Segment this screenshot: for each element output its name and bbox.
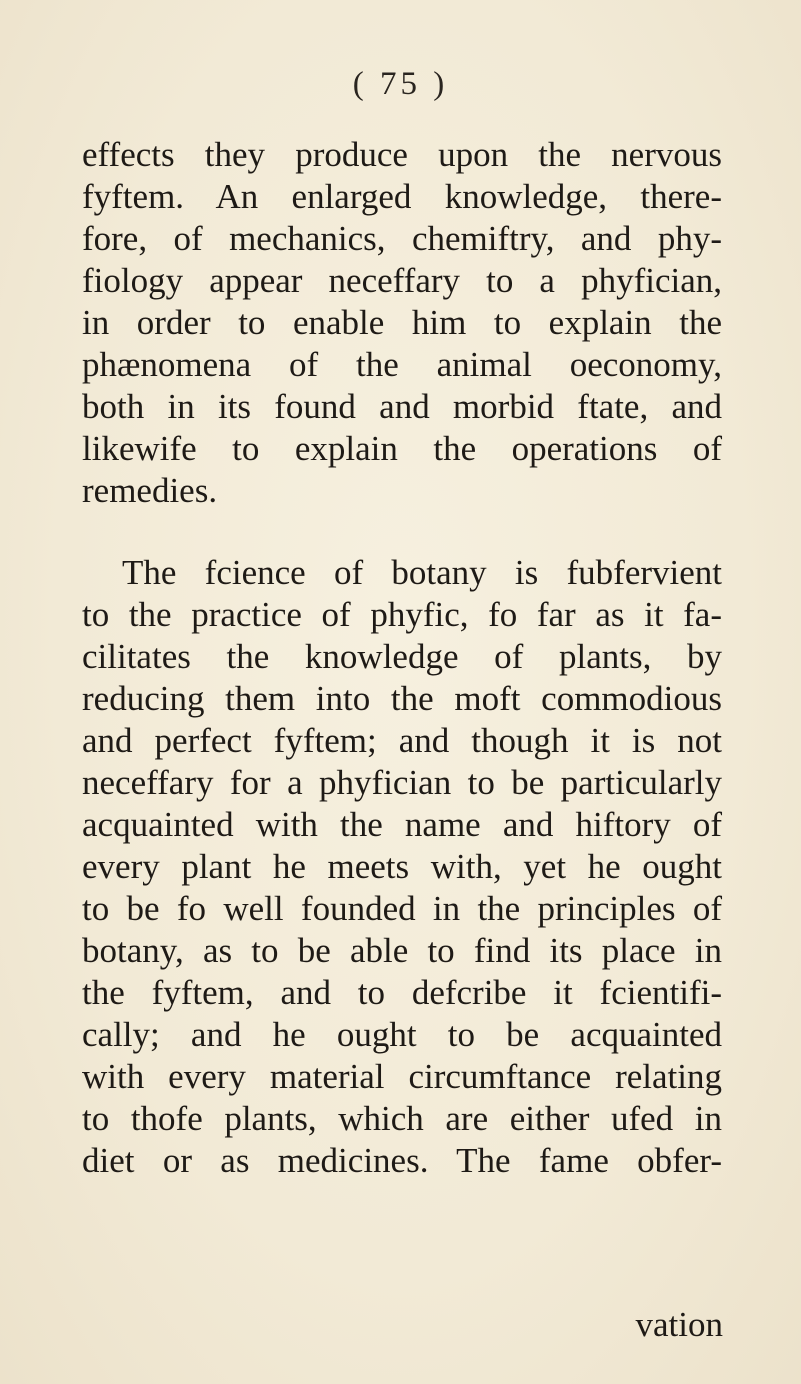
- text-line: diet or as medicines. The fame obfer-: [82, 1141, 722, 1180]
- paragraph-2: [82, 552, 722, 1182]
- text-line: effects they produce upon the nervous: [82, 135, 722, 174]
- paragraph-1: [82, 134, 722, 512]
- text-line: fyftem. An enlarged knowledge, there-: [82, 177, 722, 216]
- catchword: vation: [635, 1305, 723, 1344]
- text-line: phænomena of the animal oeconomy,: [82, 345, 722, 384]
- text-line: remedies.: [82, 471, 218, 510]
- text-line: to thofe plants, which are either ufed in: [82, 1099, 722, 1138]
- text-line: and perfect fyftem; and though it is not: [82, 721, 722, 760]
- page-number: ( 75 ): [352, 66, 449, 102]
- text-line: fiology appear neceffary to a phyfician,: [82, 261, 722, 300]
- text-line: botany, as to be able to find its place in: [82, 931, 722, 970]
- text-line: the fyftem, and to defcribe it fcientifi-: [82, 973, 722, 1012]
- text-line: fore, of mechanics, chemiftry, and phy-: [82, 219, 722, 258]
- text-line: The fcience of botany is fubfervient: [122, 553, 722, 592]
- text-line: likewife to explain the operations of: [82, 429, 722, 468]
- text-line: to the practice of phyfic, fo far as it fa-: [82, 595, 722, 634]
- text-line: to be fo well founded in the principles of: [82, 889, 722, 928]
- text-line: acquainted with the name and hiftory of: [82, 805, 722, 844]
- text-line: every plant he meets with, yet he ought: [82, 847, 722, 886]
- text-line: cally; and he ought to be acquainted: [82, 1015, 722, 1054]
- text-line: neceffary for a phyfician to be particularly: [82, 763, 722, 802]
- text-line: in order to enable him to explain the: [82, 303, 722, 342]
- text-line: both in its found and morbid ftate, and: [82, 387, 722, 426]
- text-line: reducing them into the moft commodious: [82, 679, 722, 718]
- text-line: with every material circumftance relating: [82, 1057, 722, 1096]
- text-line: cilitates the knowledge of plants, by: [82, 637, 722, 676]
